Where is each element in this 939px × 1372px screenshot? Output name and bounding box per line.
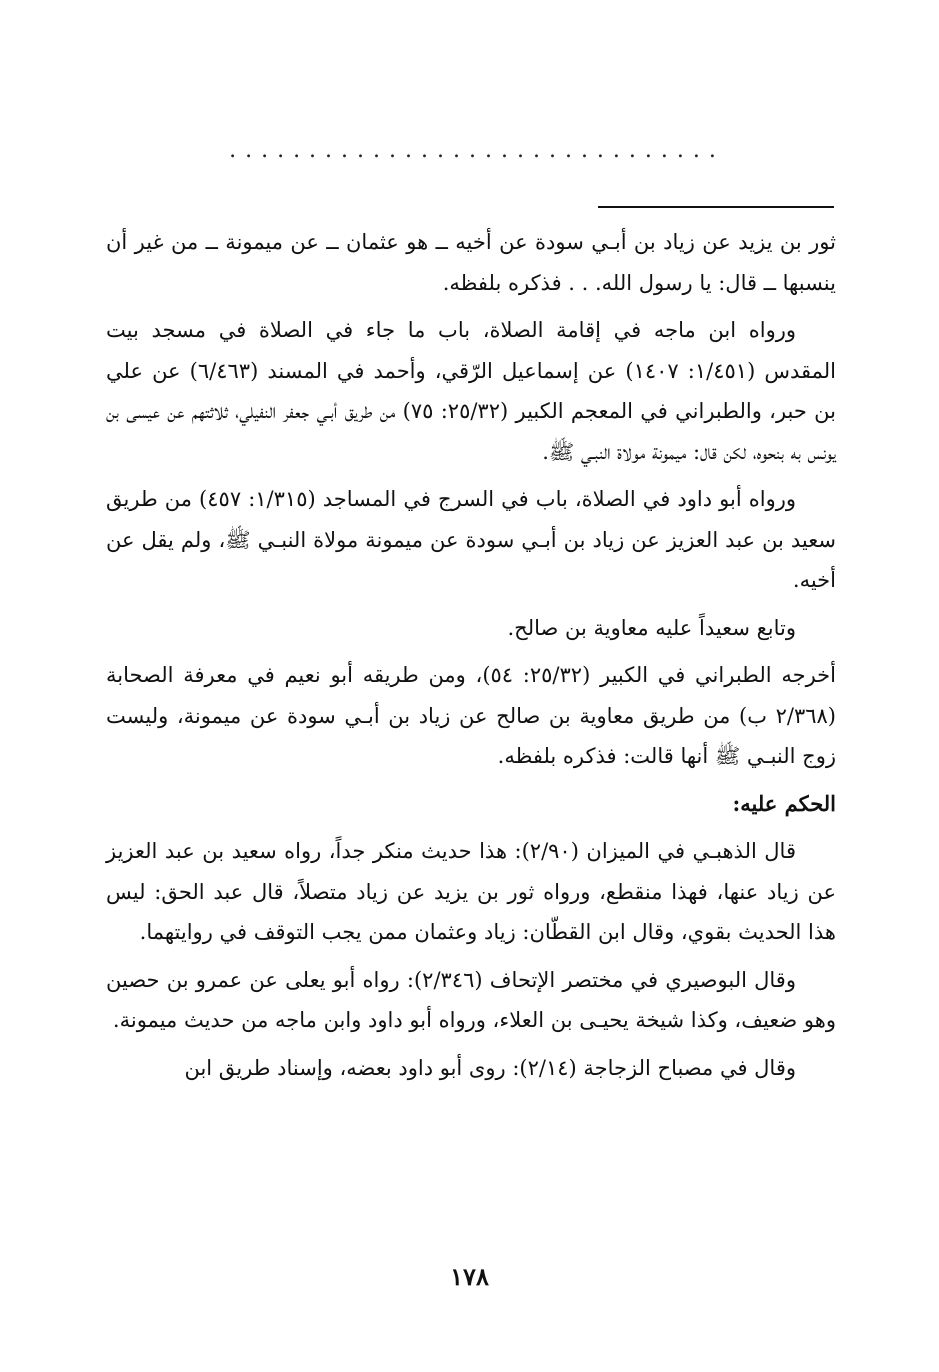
paragraph-2: ورواه ابن ماجه في إقامة الصلاة، باب ما جاء في الصلاة في مسجد بيت المقدس (١/٤٥١: ١٤٠٧) عن إسماعيل الرّقي، وأحمد في المسند (٦/٤٦٣) عن علي بن حبر، والطبراني في المعجم الكبير (٢٥/٣٢: ٧٥) من طريق أبـي جعفر النفيلي، ثلاثتهم عن عيسى بن يونس به بنحوه، لكن قال: ميمونة مولاة النبـي ﷺ. <box>106 318 837 464</box>
paragraph-3: ورواه أبو داود في الصلاة، باب في السرج في المساجد (١/٣١٥: ٤٥٧) من طريق سعيد بن عبد العزيز عن زياد بن أبـي سودة عن ميمونة مولاة النبـي ﷺ، ولم يقل عن أخيه. <box>106 487 836 592</box>
paragraph-9: وقال في مصباح الزجاجة (٢/١٤): روى أبو داود بعضه، وإسناد طريق ابن <box>184 1055 796 1080</box>
page-number: ١٧٨ <box>450 1262 489 1291</box>
page-body <box>106 222 836 1095</box>
paragraph-8: وقال البوصيري في مختصر الإتحاف (٢/٣٤٦): رواه أبو يعلى عن عمرو بن حصين وهو ضعيف، وكذا شيخة يحيـى بن العلاء، ورواه أبو داود وابن ماجه من حديث ميمونة. <box>106 967 836 1032</box>
paragraph-4: وتابع سعيداً عليه معاوية بن صالح. <box>507 615 796 640</box>
section-heading: الحكم عليه: <box>732 790 836 816</box>
paragraph-7: قال الذهبـي في الميزان (٢/٩٠): هذا حديث منكر جداً، رواه سعيد بن عبد العزيز عن زياد عنها، فهذا منقطع، ورواه ثور بن يزيد عن زياد متصلاً، قال عبد الحق: ليس هذا الحديث بقوي، وقال ابن القطّان: زياد وعثمان ممن يجب التوقف في روايتهما. <box>106 839 836 944</box>
dotted-separator: ............................... <box>229 138 725 160</box>
paragraph-1: ثور بن يزيد عن زياد بن أبـي سودة عن أخيه ــ هو عثمان ــ عن ميمونة ــ من غير أن ينسبها ــ قال: يا رسول الله. . . فذكره بلفظه. <box>106 230 836 295</box>
footnote-rule <box>598 206 834 208</box>
paragraph-5: أخرجه الطبراني في الكبير (٢٥/٣٢: ٥٤)، ومن طريقه أبو نعيم في معرفة الصحابة (٢/٣٦٨ ب) من طريق معاوية بن صالح عن زياد بن أبـي سودة عن ميمونة، وليست زوج النبـي ﷺ أنها قالت: فذكره بلفظه. <box>106 663 836 768</box>
